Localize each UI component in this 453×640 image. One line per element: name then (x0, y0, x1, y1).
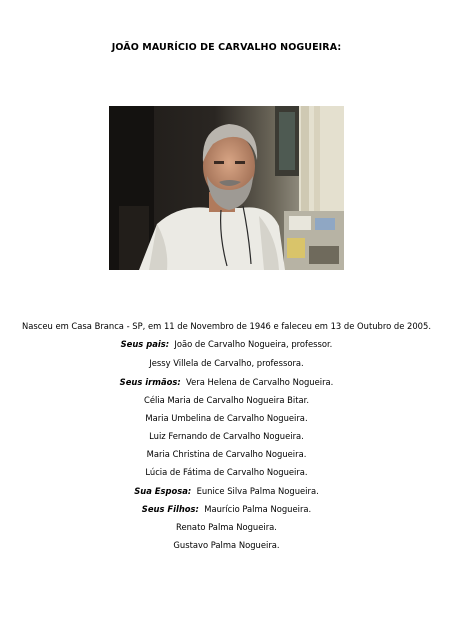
list-item (0, 522, 453, 532)
list-item (0, 540, 453, 550)
list-item (0, 486, 453, 496)
list-item (0, 395, 453, 405)
item-text: Renato Palma Nogueira. (176, 522, 277, 532)
list-item (0, 431, 453, 441)
item-label: Seus irmãos: (119, 377, 181, 387)
intro-text: Nasceu em Casa Branca - SP, em 11 de Novembro de 1946 e faleceu em 13 de Outubro de 2005. (21, 321, 432, 331)
item-text: Luiz Fernando de Carvalho Nogueira. (149, 431, 304, 441)
item-text: Maria Christina de Carvalho Nogueira. (146, 449, 307, 459)
item-text: Lúcia de Fátima de Carvalho Nogueira. (145, 467, 308, 477)
list-item (0, 504, 453, 514)
portrait-photo (109, 106, 344, 270)
item-label: Seus Filhos: (141, 504, 199, 514)
list-item (0, 339, 453, 349)
page-title: JOÃO MAURÍCIO DE CARVALHO NOGUEIRA: (111, 42, 342, 53)
item-text: Maurício Palma Nogueira. (204, 504, 312, 514)
list-item (0, 449, 453, 459)
item-text: Jessy Villela de Carvalho, professora. (149, 358, 304, 368)
list-item (0, 358, 453, 368)
item-label: Sua Esposa: (134, 486, 192, 496)
item-text: Eunice Silva Palma Nogueira. (196, 486, 319, 496)
item-text: Gustavo Palma Nogueira. (173, 540, 280, 550)
item-text: Célia Maria de Carvalho Nogueira Bitar. (144, 395, 309, 405)
item-text: Maria Umbelina de Carvalho Nogueira. (145, 413, 308, 423)
list-item (0, 413, 453, 423)
item-text: Vera Helena de Carvalho Nogueira. (186, 377, 334, 387)
list-item (0, 377, 453, 387)
item-text: João de Carvalho Nogueira, professor. (174, 339, 333, 349)
item-label: Seus pais: (120, 339, 170, 349)
list-item (0, 467, 453, 477)
